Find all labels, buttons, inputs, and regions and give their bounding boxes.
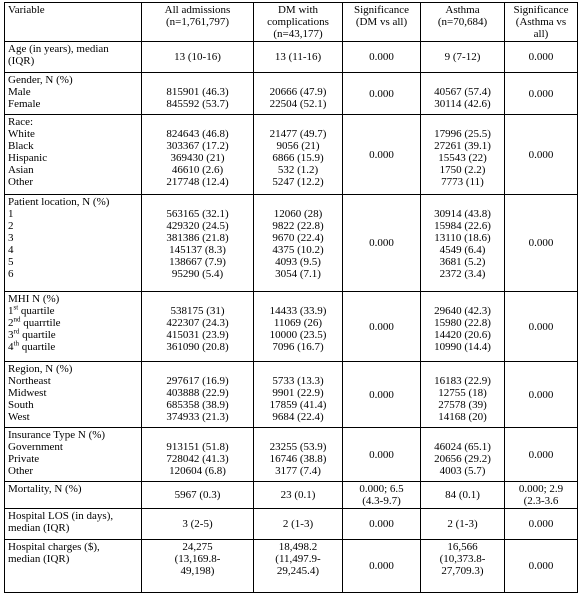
all-admissions-value	[142, 509, 254, 540]
characteristics-table	[4, 2, 578, 593]
row-label-line: 6	[8, 268, 14, 280]
asthma-value-line: 84 (0.1)	[445, 489, 480, 501]
table-row-age	[5, 42, 578, 73]
asthma-value-line: 17996 (25.5)	[434, 128, 491, 140]
significance-dm-value: 0.000	[343, 115, 421, 195]
asthma-value-line: 4003 (5.7)	[439, 465, 486, 477]
all-admissions-value-line: 217748 (12.4)	[166, 176, 229, 188]
significance-dm-value: 0.000	[343, 292, 421, 362]
dm-value-line	[257, 116, 339, 128]
row-label-line: West	[8, 411, 30, 423]
significance-dm-value: 0.000	[343, 42, 421, 73]
significance-dm-value: 0.000	[343, 195, 421, 292]
asthma-value-line: (10,373.8-	[439, 553, 486, 565]
asthma-value	[421, 509, 505, 540]
row-label-line: 5	[8, 256, 14, 268]
row-label-line: Hispanic	[8, 152, 48, 164]
all-admissions-value-line: 824643 (46.8)	[166, 128, 229, 140]
dm-value	[254, 292, 343, 362]
asthma-value-line: 46024 (65.1)	[434, 441, 491, 453]
dm-value-line: 23255 (53.9)	[269, 441, 327, 453]
significance-dm-value	[343, 482, 421, 509]
row-label-line: Northeast	[8, 375, 51, 387]
table-row-region	[5, 362, 578, 428]
dm-value-line: 6866 (15.9)	[272, 152, 324, 164]
header-all-admissions: All admissions (n=1,761,797)	[142, 3, 254, 42]
row-label-line: Hospital charges ($),	[8, 541, 100, 553]
asthma-value-line: 4549 (6.4)	[439, 244, 486, 256]
row-label-line: Midwest	[8, 387, 47, 399]
row-label-line: 1	[8, 208, 14, 220]
all-admissions-value-line: 297617 (16.9)	[166, 375, 229, 387]
header-asthma: Asthma (n=70,684)	[421, 3, 505, 42]
significance-asthma-value	[505, 482, 578, 509]
header-significance-asthma: Significance (Asthma vs all)	[505, 3, 578, 42]
asthma-value-line: 27261 (39.1)	[434, 140, 491, 152]
dm-value-line	[257, 74, 339, 86]
asthma-value	[421, 362, 505, 428]
dm-value-line: 9670 (22.4)	[272, 232, 324, 244]
dm-value	[254, 362, 343, 428]
all-admissions-value-line: 728042 (41.3)	[166, 453, 229, 465]
dm-value-line: 9056 (21)	[276, 140, 320, 152]
row-label	[5, 42, 142, 73]
asthma-value-line: 14420 (20.6)	[434, 329, 491, 341]
dm-value-line: 4375 (10.2)	[272, 244, 324, 256]
row-label-line: median (IQR)	[8, 553, 70, 565]
dm-value	[254, 482, 343, 509]
asthma-value	[421, 292, 505, 362]
significance-asthma-value-line: 0.000; 2.9	[518, 483, 564, 495]
asthma-value-line: 9 (7-12)	[444, 51, 481, 63]
row-label	[5, 292, 142, 362]
asthma-value-line: 10990 (14.4)	[434, 341, 491, 353]
asthma-value-line: 3681 (5.2)	[439, 256, 486, 268]
all-admissions-value-line: 538175 (31)	[170, 305, 225, 317]
asthma-value-line: 1750 (2.2)	[439, 164, 486, 176]
significance-asthma-value: 0.000	[505, 73, 578, 115]
all-admissions-value	[142, 482, 254, 509]
all-admissions-value-line: 815901 (46.3)	[166, 86, 229, 98]
all-admissions-value	[142, 195, 254, 292]
significance-asthma-value: 0.000	[505, 195, 578, 292]
quartile-label: 2nd quarrtile	[8, 315, 61, 329]
all-admissions-value-line: 138667 (7.9)	[169, 256, 226, 268]
row-label-line: Private	[8, 453, 40, 465]
dm-value-line: 7096 (16.7)	[272, 341, 324, 353]
asthma-value-line	[424, 116, 501, 128]
table-row-insurance	[5, 428, 578, 482]
dm-value-line	[257, 293, 339, 305]
significance-asthma-value: 0.000	[505, 42, 578, 73]
all-admissions-value-line: 845592 (53.7)	[166, 98, 229, 110]
asthma-value-line: 30914 (43.8)	[434, 208, 491, 220]
asthma-value	[421, 540, 505, 593]
dm-value-line: 5733 (13.3)	[272, 375, 324, 387]
asthma-value-line: 15984 (22.6)	[434, 220, 491, 232]
table-row-patient-location	[5, 195, 578, 292]
header-variable: Variable	[5, 3, 142, 42]
all-admissions-value-line: 361090 (20.8)	[166, 341, 229, 353]
all-admissions-value-line: 369430 (21)	[170, 152, 225, 164]
significance-dm-value: 0.000	[343, 540, 421, 593]
all-admissions-value-line: 3 (2-5)	[182, 518, 213, 530]
all-admissions-value-line: 422307 (24.3)	[166, 317, 229, 329]
row-label-line: Other	[8, 176, 34, 188]
all-admissions-value	[142, 115, 254, 195]
all-admissions-value-line: 381386 (21.8)	[166, 232, 229, 244]
dm-value-line: 18,498.2	[278, 541, 318, 553]
all-admissions-value-line	[145, 293, 250, 305]
dm-value	[254, 540, 343, 593]
asthma-value-line	[424, 293, 501, 305]
asthma-value-line	[424, 74, 501, 86]
row-label-line: median (IQR)	[8, 522, 70, 534]
asthma-value-line: 2372 (3.4)	[439, 268, 486, 280]
significance-asthma-value: 0.000	[505, 540, 578, 593]
all-admissions-value-line: 415031 (23.9)	[166, 329, 229, 341]
all-admissions-value-line: 13 (10-16)	[174, 51, 221, 63]
asthma-value	[421, 115, 505, 195]
all-admissions-value-line: 374933 (21.3)	[166, 411, 229, 423]
row-label-line: Patient location, N (%)	[8, 196, 110, 208]
asthma-value-line: 30114 (42.6)	[434, 98, 491, 110]
all-admissions-value-line	[145, 116, 250, 128]
significance-asthma-value-line: (2.3-3.6	[523, 495, 559, 507]
dm-value-line: 12060 (28)	[273, 208, 323, 220]
all-admissions-value-line: 145137 (8.3)	[169, 244, 226, 256]
dm-value-line: 4093 (9.5)	[275, 256, 321, 268]
row-label-line: Asian	[8, 164, 34, 176]
dm-value-line: 3177 (7.4)	[275, 465, 321, 477]
all-admissions-value-line: (13,169.8-	[174, 553, 221, 565]
dm-value	[254, 428, 343, 482]
all-admissions-value-line: 913151 (51.8)	[166, 441, 229, 453]
row-label-line: Government	[8, 441, 63, 453]
table-row-hospital-charges	[5, 540, 578, 593]
all-admissions-value-line: 46610 (2.6)	[171, 164, 224, 176]
dm-value	[254, 42, 343, 73]
asthma-value-line: 16,566	[447, 541, 478, 553]
row-label-line: Race:	[8, 116, 34, 128]
all-admissions-value-line: 95290 (5.4)	[171, 268, 224, 280]
asthma-value-line: 20656 (29.2)	[434, 453, 491, 465]
all-admissions-value-line: 685358 (38.9)	[166, 399, 229, 411]
dm-value-line: 9822 (22.8)	[272, 220, 324, 232]
row-label-line: MHI N (%)	[8, 293, 60, 305]
row-label-line: White	[8, 128, 35, 140]
asthma-value-line: 12755 (18)	[438, 387, 487, 399]
asthma-value	[421, 73, 505, 115]
all-admissions-value	[142, 540, 254, 593]
asthma-value-line: 40567 (57.4)	[434, 86, 491, 98]
asthma-value-line: 7773 (11)	[441, 176, 484, 188]
quartile-label: 4th quartile	[8, 339, 56, 353]
header-significance-dm: Significance (DM vs all)	[343, 3, 421, 42]
all-admissions-value-line: 120604 (6.8)	[169, 465, 226, 477]
significance-dm-value-line: (4.3-9.7)	[362, 495, 401, 507]
significance-asthma-value: 0.000	[505, 428, 578, 482]
dm-value	[254, 115, 343, 195]
row-label-line: Age (in years), median	[8, 43, 109, 55]
dm-value	[254, 509, 343, 540]
dm-value-line: 5247 (12.2)	[272, 176, 324, 188]
dm-value-line: 3054 (7.1)	[275, 268, 321, 280]
dm-value-line: 9684 (22.4)	[272, 411, 324, 423]
quartile-label: 3rd quartile	[8, 327, 56, 341]
row-label-line: Mortality, N (%)	[8, 483, 82, 495]
asthma-value-line: 15543 (22)	[438, 152, 487, 164]
dm-value-line: 14433 (33.9)	[269, 305, 327, 317]
all-admissions-value-line: 5967 (0.3)	[174, 489, 221, 501]
dm-value-line: (11,497.9-	[275, 553, 321, 565]
row-label-line: 3	[8, 232, 14, 244]
all-admissions-value	[142, 428, 254, 482]
asthma-value-line: 29640 (42.3)	[434, 305, 491, 317]
row-label-line: Female	[8, 98, 41, 110]
all-admissions-value-line: 403888 (22.9)	[166, 387, 229, 399]
asthma-value	[421, 42, 505, 73]
row-label-line: Region, N (%)	[8, 363, 73, 375]
row-label-line: 2	[8, 220, 14, 232]
dm-value	[254, 195, 343, 292]
row-label-line: Other	[8, 465, 34, 477]
row-label-line: Black	[8, 140, 34, 152]
asthma-value-line: 16183 (22.9)	[434, 375, 491, 387]
dm-value-line: 20666 (47.9)	[269, 86, 327, 98]
significance-dm-value: 0.000	[343, 509, 421, 540]
row-label	[5, 115, 142, 195]
row-label	[5, 195, 142, 292]
all-admissions-value	[142, 292, 254, 362]
dm-value-line: 11069 (26)	[273, 317, 323, 329]
dm-value-line: 10000 (23.5)	[269, 329, 327, 341]
dm-value	[254, 73, 343, 115]
row-label	[5, 428, 142, 482]
all-admissions-value-line: 429320 (24.5)	[166, 220, 229, 232]
all-admissions-value	[142, 73, 254, 115]
table-row-hospital-los	[5, 509, 578, 540]
asthma-value	[421, 428, 505, 482]
dm-value-line: 17859 (41.4)	[269, 399, 327, 411]
asthma-value	[421, 195, 505, 292]
table-row-mhi	[5, 292, 578, 362]
asthma-value-line: 13110 (18.6)	[434, 232, 491, 244]
all-admissions-value-line: 24,275	[182, 541, 213, 553]
all-admissions-value-line: 49,198)	[180, 565, 215, 577]
asthma-value-line: 2 (1-3)	[447, 518, 478, 530]
row-label-line: Insurance Type N (%)	[8, 429, 106, 441]
row-label	[5, 73, 142, 115]
row-label	[5, 540, 142, 593]
row-label-line: Hospital LOS (in days),	[8, 510, 114, 522]
row-label-line: 4	[8, 244, 14, 256]
dm-value-line: 23 (0.1)	[280, 489, 316, 501]
header-row	[5, 3, 578, 42]
row-label	[5, 362, 142, 428]
table-row-gender	[5, 73, 578, 115]
row-label-line: Male	[8, 86, 31, 98]
significance-asthma-value: 0.000	[505, 509, 578, 540]
significance-dm-value: 0.000	[343, 428, 421, 482]
all-admissions-value-line: 303367 (17.2)	[166, 140, 229, 152]
dm-value-line: 16746 (38.8)	[269, 453, 327, 465]
row-label-line: Gender, N (%)	[8, 74, 73, 86]
asthma-value-line: 27578 (39)	[438, 399, 487, 411]
row-label	[5, 509, 142, 540]
significance-dm-value: 0.000	[343, 362, 421, 428]
dm-value-line: 29,245.4)	[276, 565, 320, 577]
all-admissions-value	[142, 362, 254, 428]
quartile-label: 1st quartile	[8, 303, 55, 317]
row-label-line: (IQR)	[8, 55, 35, 67]
asthma-value-line: 15980 (22.8)	[434, 317, 491, 329]
significance-asthma-value: 0.000	[505, 292, 578, 362]
all-admissions-value-line	[145, 74, 250, 86]
table-row-race	[5, 115, 578, 195]
significance-dm-value-line: 0.000; 6.5	[359, 483, 404, 495]
asthma-value	[421, 482, 505, 509]
row-label	[5, 482, 142, 509]
row-label-line: South	[8, 399, 34, 411]
dm-value-line: 13 (11-16)	[274, 51, 322, 63]
dm-value-line: 9901 (22.9)	[272, 387, 324, 399]
dm-value-line: 532 (1.2)	[277, 164, 319, 176]
significance-asthma-value: 0.000	[505, 115, 578, 195]
asthma-value-line: 14168 (20)	[438, 411, 487, 423]
dm-value-line: 22504 (52.1)	[269, 98, 327, 110]
all-admissions-value-line: 563165 (32.1)	[166, 208, 229, 220]
significance-asthma-value: 0.000	[505, 362, 578, 428]
table-row-mortality	[5, 482, 578, 509]
dm-value-line: 21477 (49.7)	[269, 128, 327, 140]
asthma-value-line: 27,709.3)	[441, 565, 484, 577]
dm-value-line: 2 (1-3)	[282, 518, 314, 530]
header-dm: DM with complications (n=43,177)	[254, 3, 343, 42]
all-admissions-value	[142, 42, 254, 73]
significance-dm-value: 0.000	[343, 73, 421, 115]
